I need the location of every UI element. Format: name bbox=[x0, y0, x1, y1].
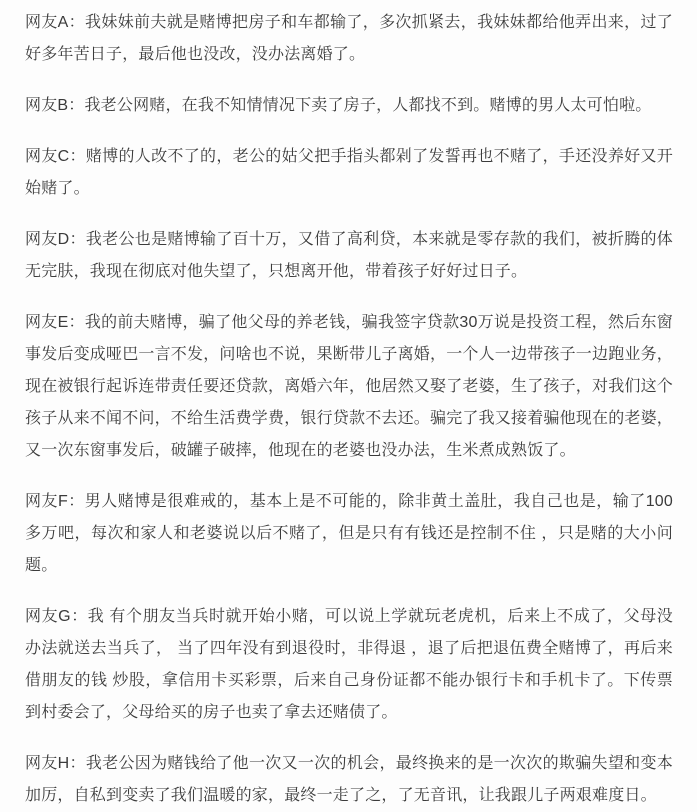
comment-netizen-a bbox=[25, 7, 673, 71]
comment-body: 我 有个朋友当兵时就开始小赌，可以说上学就玩老虎机，后来上不成了，父母没办法就送去当兵了， 当了四年没有到退役时，非得退 ，退了后把退伍费全赌博了，再后来借朋友的钱 炒股，拿信用卡买彩票，后来自己身份证都不能办银行卡和手机卡了。下传票到村委会了，父母给买的房子也卖了拿去还赌债了。 bbox=[25, 608, 673, 721]
comment-author-label: 网友H： bbox=[25, 755, 86, 772]
comment-body: 我老公因为赌钱给了他一次又一次的机会，最终换来的是一次次的欺骗失望和变本加厉，自私到变卖了我们温暖的家，最终一走了之，了无音讯，让我跟儿子两艰难度日。 bbox=[25, 755, 673, 804]
comment-author-label: 网友B： bbox=[25, 97, 85, 114]
comment-author-label: 网友A： bbox=[25, 14, 86, 31]
comment-netizen-d bbox=[25, 224, 673, 288]
comment-author-label: 网友C： bbox=[25, 148, 86, 165]
comment-netizen-b bbox=[25, 90, 673, 122]
comment-body: 我老公也是赌博输了百十万，又借了高利贷，本来就是零存款的我们，被折腾的体无完肤，我现在彻底对他失望了，只想离开他，带着孩子好好过日子。 bbox=[25, 231, 673, 280]
comment-author-label: 网友D： bbox=[25, 231, 86, 248]
comment-body: 我妹妹前夫就是赌博把房子和车都输了，多次抓紧去，我妹妹都给他弄出来，过了好多年苦日子，最后他也没改，没办法离婚了。 bbox=[25, 14, 673, 63]
comment-body: 男人赌博是很难戒的，基本上是不可能的，除非黄土盖肚，我自己也是，输了100多万吧，每次和家人和老婆说以后不赌了，但是只有有钱还是控制不住 ，只是赌的大小问题。 bbox=[25, 493, 673, 574]
comment-netizen-g bbox=[25, 601, 673, 729]
comment-body: 我的前夫赌博，骗了他父母的养老钱，骗我签字贷款30万说是投资工程，然后东窗事发后变成哑巴一言不发，问啥也不说，果断带儿子离婚，一个人一边带孩子一边跑业务，现在被银行起诉连带责任要还贷款，离婚六年，他居然又娶了老婆，生了孩子，对我们这个孩子从来不闻不问，不给生活费学费，银行贷款不去还。骗完了我又接着骗他现在的老婆，又一次东窗事发后，破罐子破摔，他现在的老婆也没办法，生米煮成熟饭了。 bbox=[25, 314, 674, 459]
comment-netizen-h bbox=[25, 748, 673, 812]
comment-netizen-c bbox=[25, 141, 673, 205]
comment-body: 我老公网赌，在我不知情情况下卖了房子，人都找不到。赌博的男人太可怕啦。 bbox=[84, 97, 652, 114]
comment-author-label: 网友G： bbox=[25, 608, 88, 625]
comment-body: 赌博的人改不了的，老公的姑父把手指头都剁了发誓再也不赌了，手还没养好又开始赌了。 bbox=[25, 148, 673, 197]
comment-netizen-e bbox=[25, 307, 673, 467]
comment-author-label: 网友E： bbox=[25, 314, 85, 331]
comment-netizen-f bbox=[25, 486, 673, 582]
comment-author-label: 网友F： bbox=[25, 493, 85, 510]
